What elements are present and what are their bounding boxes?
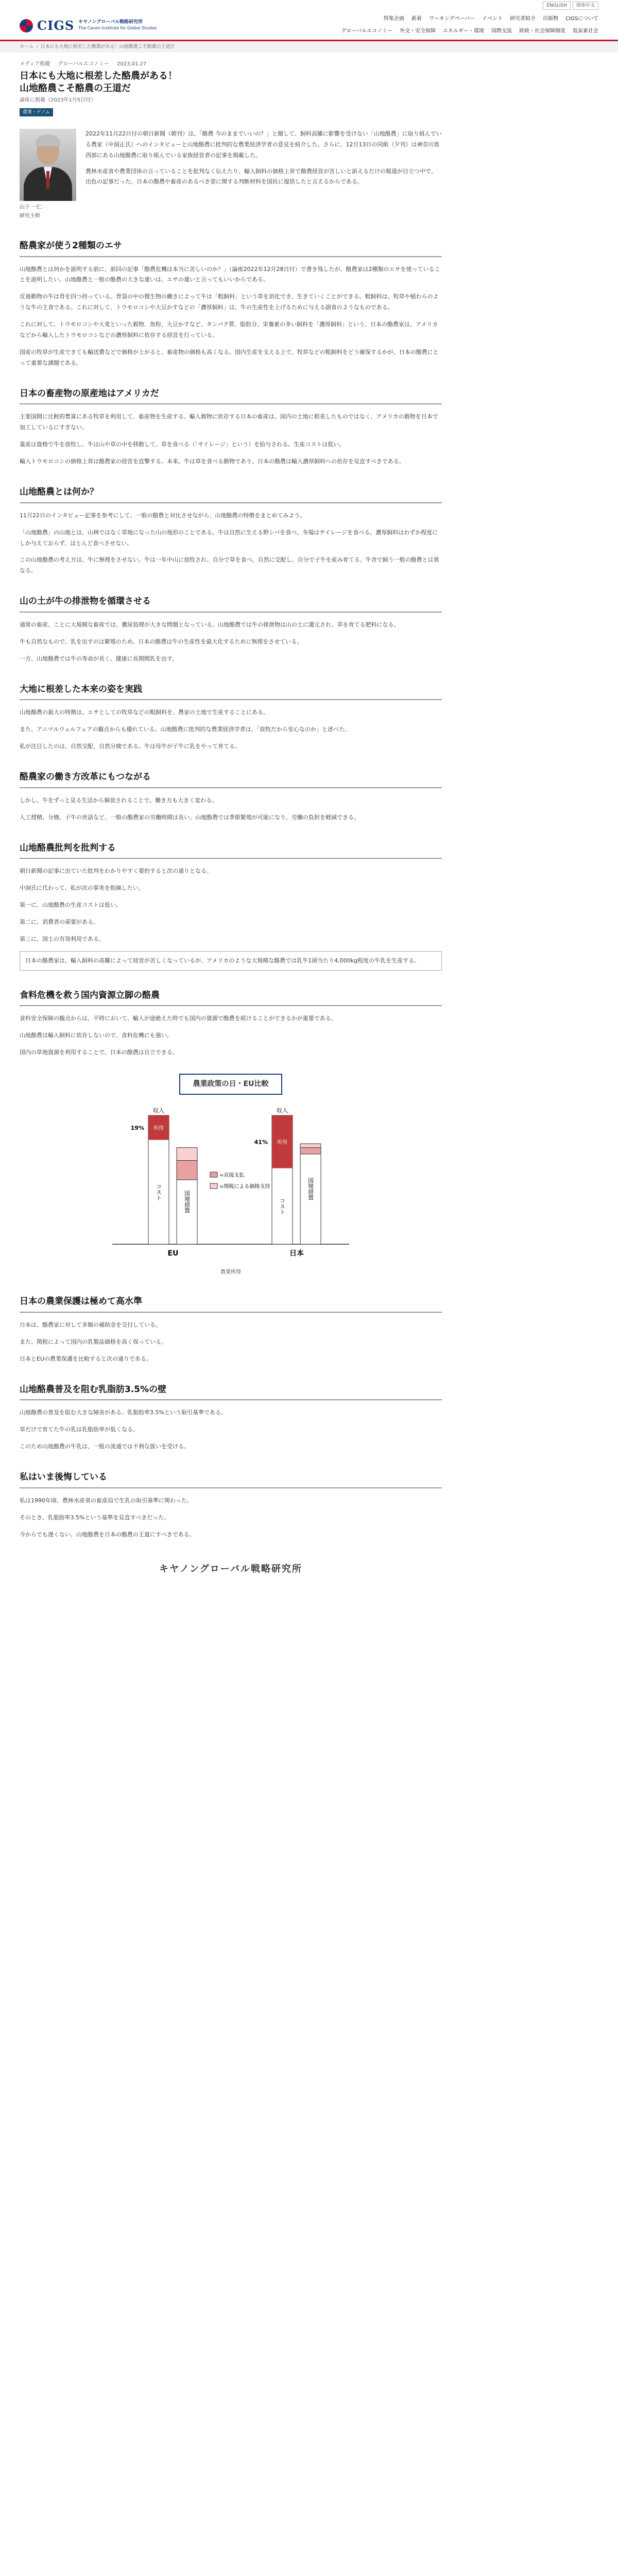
section-paragraph: このため山地酪農の牛乳は、一般の流通では不利な扱いを受ける。: [20, 1443, 190, 1450]
section-heading: 山の土が牛の排泄物を循環させる: [20, 594, 442, 613]
section-paragraph: 11月22日のインタビュー記事を参考にして、一般の酪農と対比させながら、山地酪農の特徴をまとめてみよう。: [20, 512, 306, 519]
section-heading: 山地酪農普及を阻む乳脂肪3.5%の壁: [20, 1382, 442, 1401]
section-paragraph: そのとき、乳脂肪率3.5%という基準を見直すべきだった。: [20, 1514, 170, 1521]
article-date: 2023.01.27: [117, 61, 147, 67]
section-paragraph: また、関税によって国内の乳製品価格を高く保っている。: [20, 1338, 167, 1345]
income-label: 所得: [277, 1139, 287, 1145]
nav-item[interactable]: 低炭素社会: [573, 28, 598, 34]
section-paragraph: 中洞氏に代わって、私が次の事実を指摘したい。: [20, 885, 144, 892]
section-heading: 日本の畜産物の原産地はアメリカだ: [20, 386, 442, 405]
section-paragraph: 朝日新聞の記事に出ていた批判をわかりやすく要約すると次の通りとなる。: [20, 868, 212, 875]
nav-item[interactable]: 研究者紹介: [510, 16, 536, 22]
border-measure-label: 国境措置: [183, 1190, 191, 1213]
price-support-segment: [177, 1147, 197, 1160]
nav-item[interactable]: グローバルエコノミー: [341, 28, 392, 34]
section-paragraph: 反芻動物の牛は胃を四つ持っている。胃袋の中の微生物の働きによって牛は「粗飼料」という草を消化でき、生きていくことができる。粗飼料は、牧草や稲わらのような牛の主食である。これに対して、トウモロコシや大豆かすなどの「濃厚飼料」は、牛の生産性を上げるために与える副食のようなものである。: [20, 293, 439, 311]
section-paragraph: 第三に、国土の有効利用である。: [20, 935, 105, 942]
breadcrumb-home[interactable]: ホーム: [20, 44, 34, 49]
section-paragraph: 私が注目したのは、自然交配、自然分娩である。牛は母牛が子牛に乳をやって育てる。: [20, 743, 241, 750]
article-intro: [20, 129, 442, 221]
section-heading: 大地に根差した本来の姿を実践: [20, 682, 442, 701]
nav-item[interactable]: ワーキングペーパー: [428, 16, 475, 22]
site-logo[interactable]: [20, 15, 157, 37]
legend-swatch-direct: [210, 1172, 217, 1177]
legend-direct-label: =直接支払: [219, 1172, 245, 1178]
english-link[interactable]: ENGLISH: [543, 2, 571, 10]
income-percent-label: 19%: [130, 1124, 144, 1131]
section-paragraph: 第一に、山地酪農の生産コストは低い。: [20, 902, 122, 909]
nav-item[interactable]: 新着: [411, 16, 422, 22]
language-bar: [0, 0, 618, 11]
section-paragraph: 草だけで育てた牛の乳は乳脂肪率が低くなる。: [20, 1426, 139, 1433]
cost-label: コスト: [155, 1183, 162, 1200]
section-heading: 日本の農業保護は極めて高水準: [20, 1294, 442, 1313]
nav-item[interactable]: CIGSについて: [565, 16, 598, 22]
income-percent-label: 41%: [254, 1138, 268, 1145]
section-paragraph: 一方、山地酪農では牛の寿命が長く、健康に長期間乳を出す。: [20, 655, 178, 662]
section-heading: 酪農家の働き方改革にもつながる: [20, 770, 442, 788]
section-heading: 山地酪農とは何か？: [20, 485, 442, 503]
section-paragraph: 通常の畜産、ことに大規模な畜産では、糞尿処理が大きな問題となっている。山地酪農では牛の排泄物は山の土に還元され、草を育てる肥料になる。: [20, 621, 400, 628]
section-paragraph: 山地酪農の普及を阻む大きな障害がある。乳脂肪率3.5%という取引基準である。: [20, 1409, 227, 1416]
section-paragraph: 山地酪農とは何かを説明する前に、前回の記事「酪農危機は本当に苦しいのか？」（論座2022年12月28日付）で書き残したが、酪農家は2種類のエサを使っていることを説明したい。山地酪農と一般の酪農の大きな違いは、エサの違いと言ってもいいからである。: [20, 265, 440, 283]
section-heading: 酪農家が使う2種類のエサ: [20, 239, 442, 257]
intro-paragraph: 農林水産省や農業団体の言っていることを批判なく伝えたり、輸入飼料の価格上昇で酪農経営が苦しいと訴えるだけの報道が目立つ中で、出色の記事だった。日本の酪農や畜産のあるべき姿に関する判断材料を国民に提供したと言えるからである。: [85, 167, 437, 185]
nav-item[interactable]: 外交・安全保障: [400, 28, 436, 34]
revenue-label: 収入: [153, 1107, 164, 1114]
category-label: 日本: [289, 1249, 304, 1258]
section-paragraph: この山地酪農の考え方は、牛に無理をさせない。牛は一年中山に放牧され、自分で草を食べ、自然に交配し、自分で子牛を産み育てる。牛舎で飼う一般の酪農とは異なる。: [20, 556, 439, 574]
direct-payment-segment: [300, 1147, 321, 1154]
primary-nav: [384, 14, 598, 24]
logo-subtitle: キヤノングローバル戦略研究所 The Canon Institute for Global Studies: [78, 20, 157, 31]
nav-item[interactable]: 財政・社会保障制度: [519, 28, 565, 34]
chinese-link[interactable]: 简体中文: [573, 2, 598, 10]
author-name[interactable]: 山下 一仁: [20, 204, 42, 210]
article-sections-after-chart: [20, 1294, 442, 1540]
chart-svg: [102, 1095, 359, 1265]
chart-container: [102, 1074, 359, 1277]
quote-box: 日本の酪農家は、輸入飼料の高騰によって経営が苦しくなっているが、アメリカのような大規模な酪農では乳牛1頭当たり4,000kg程度の牛乳を生産する。: [20, 951, 442, 971]
author-portrait: [20, 129, 76, 221]
section-paragraph: 食料安全保障の観点からは、平時において、輸入が途絶えた時でも国内の資源で酪農を続けることができるかが重要である。: [20, 1015, 337, 1022]
section-heading: 食料危機を救う国内資源立脚の酪農: [20, 988, 442, 1007]
section-paragraph: 第二に、消費者の需要がある。: [20, 919, 99, 926]
cost-label: コスト: [279, 1197, 286, 1215]
section-paragraph: 私は1990年頃、農林水産省の畜産局で生乳の取引基準に関わった。: [20, 1497, 193, 1504]
nav-item[interactable]: エネルギー・環境: [443, 28, 484, 34]
logo-text: CIGS: [37, 18, 75, 33]
legend-swatch-price: [210, 1183, 217, 1189]
section-paragraph: 牛も自然なもので、乳を出すのは繁殖のため。日本の酪農は牛の生産性を最大化するために無理をさせている。: [20, 638, 303, 645]
intro-paragraph: 2022年11月22日付の朝日新聞（朝刊）は、「酪農 今のままでいいの？」と題して、飼料高騰に影響を受けない「山地酪農」に取り組んでいる農家（中洞正氏）へのインタビューと山地酪農に批判的な農業経済学者の意見を紹介した。さらに、12月13日の同紙（夕刊）は神奈川県西部にある山地酪農に取り組んでいる家族経営者の記事を掲載した。: [85, 130, 442, 159]
breadcrumb-current: 日本にも大地に根差した酪農がある！山地酪農こそ酪農の王道だ: [40, 44, 175, 49]
nav-item[interactable]: イベント: [482, 16, 503, 22]
section-heading: 山地酪農批判を批判する: [20, 841, 442, 859]
article-subcategory[interactable]: グローバルエコノミー: [58, 61, 109, 67]
page-title: 日本にも大地に根差した酪農がある！ 山地酪農こそ酪農の王道だ: [20, 70, 177, 94]
section-paragraph: また、アニマルウェルフェアの観点からも優れている。山地酪農に批判的な農業経済学者は、「放牧だから安心なのか」と述べた。: [20, 726, 350, 733]
section-paragraph: 「山地酪農」の山地とは、山林ではなく草地になった山の地形のことである。牛は自然に生える野シバを食べ、冬場はサイレージを食べる。濃厚飼料はわずか程度にしか与えておらず、ほとんど食べさせない。: [20, 529, 438, 547]
author-photo: [20, 129, 76, 201]
author-role: 研究主幹: [20, 213, 40, 219]
section-paragraph: 国産の牧草が生産できても輸送費などで価格が上がると、畜産物の価格も高くなる。国内生産を支える上で、牧草などの粗飼料をどう確保するかが、日本の酪農にとって重要な課題である。: [20, 348, 439, 366]
footer-signature: キヤノングローバル戦略研究所: [159, 1563, 302, 1574]
chart-title: 農業政策の日・EU比較: [179, 1074, 282, 1095]
section-paragraph: 日本は、酪農家に対して多額の補助金を交付している。: [20, 1321, 161, 1329]
logo-mark-icon: [20, 19, 33, 32]
chart-caption: 農業所得: [220, 1269, 241, 1275]
section-paragraph: しかし、牛をずっと見る生活から解放されることで、働き方も大きく変わる。: [20, 796, 218, 804]
section-paragraph: 山地酪農の最大の特徴は、エサとしての牧草などの粗飼料を、農家の土地で生産することにある。: [20, 709, 269, 716]
article-category[interactable]: メディア掲載: [20, 61, 50, 67]
article-tag[interactable]: 農業・ゲノム: [20, 108, 53, 116]
article-content: [20, 53, 442, 1577]
section-paragraph: 主要国間に比較的豊富にある牧草を利用して、畜産物を生産する。輸入穀物に依存する日本の畜産は、国内の土地に根差したものではなく、アメリカの穀物を日本で加工しているにすぎない。: [20, 413, 438, 431]
income-label: 所得: [153, 1125, 164, 1131]
section-heading: 私はいま後悔している: [20, 1470, 442, 1488]
section-paragraph: 国内の草地資源を利用することで、日本の酪農は自立できる。: [20, 1049, 178, 1056]
section-paragraph: 輸入トウモロコシの価格上昇は酪農家の経営を直撃する。本来、牛は草を食べる動物であり、日本の酪農は輸入濃厚飼料への依存を見直すべきである。: [20, 458, 405, 465]
legend-price-label: =関税による価格支持: [219, 1183, 270, 1190]
price-support-segment: [300, 1144, 321, 1148]
article-meta: [20, 60, 442, 69]
nav-item[interactable]: 特集企画: [383, 16, 404, 22]
nav-item[interactable]: 出版物: [543, 16, 559, 22]
section-paragraph: 人工授精、分娩、子牛の世話など、一般の酪農家の労働時間は長い。山地酪農では季節繁殖が可能になり、労働の負担を軽減できる。: [20, 814, 359, 821]
secondary-nav: [341, 27, 599, 36]
article-sections: [20, 239, 442, 1058]
section-paragraph: 量産は資格で牛を放牧し、牛は山や草の中を移動して、草を食べる（「サイレージ」という）を給与される。生産コストは低い。: [20, 441, 345, 448]
section-paragraph: これに対して、トウモロコシや大麦といった穀物、魚粉、大豆かすなど、タンパク質、脂肪分、栄養素の多い飼料を「濃厚飼料」という。日本の酪農家は、アメリカなどから輸入したトウモロコシなどの濃厚飼料に依存する経営を行っている。: [20, 321, 438, 339]
border-measure-label: 国境措置: [307, 1177, 314, 1200]
section-paragraph: 日本とEUの農業保護を比較すると次の通りである。: [20, 1355, 152, 1362]
intro-text: [85, 129, 442, 221]
breadcrumb: ホーム › 日本にも大地に根差した酪農がある！山地酪農こそ酪農の王道だ: [0, 41, 618, 53]
section-paragraph: 今からでも遅くない。山地酪農を日本の酪農の王道にすべきである。: [20, 1531, 195, 1538]
site-header: [0, 11, 618, 40]
article-source: 論座に掲載（2023年1月5日付）: [20, 97, 96, 104]
section-paragraph: 山地酪農は輸入飼料に依存しないので、食料危機にも強い。: [20, 1032, 173, 1039]
revenue-label: 収入: [277, 1107, 288, 1114]
direct-payment-segment: [177, 1160, 197, 1180]
nav-item[interactable]: 国際交流: [491, 28, 512, 34]
category-label: EU: [167, 1249, 179, 1258]
